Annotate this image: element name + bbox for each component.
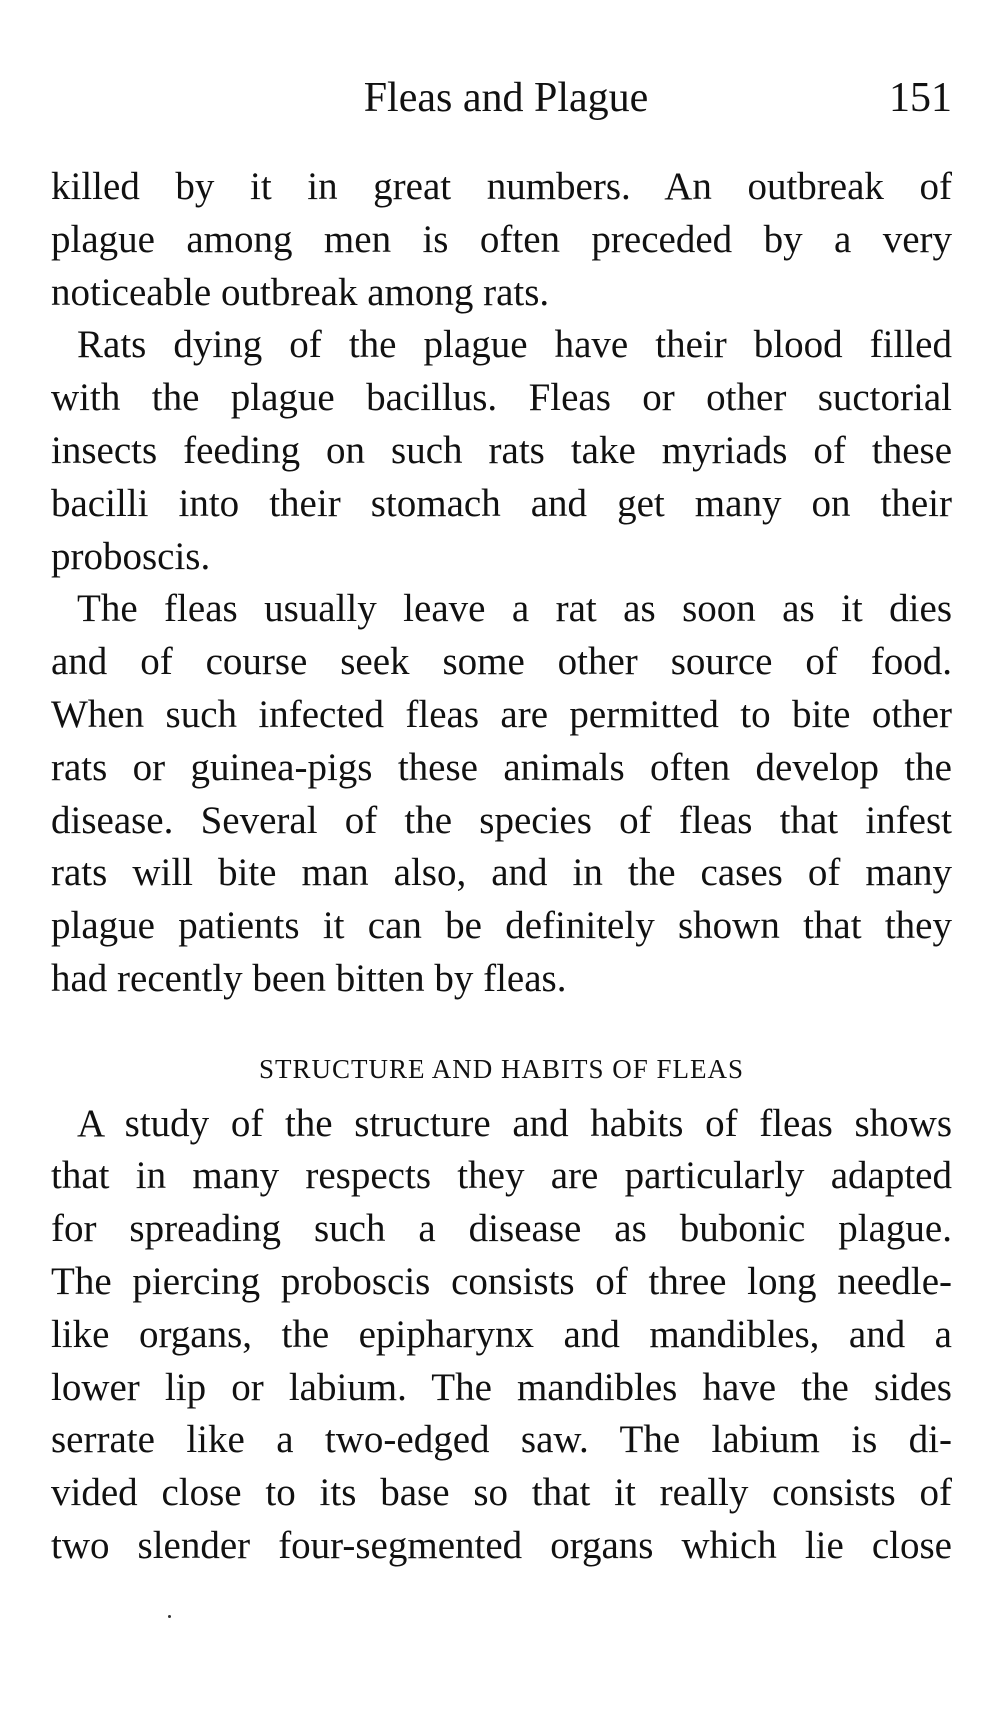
text-line: like organs, the epipharynx and mandibles, and a: [51, 1312, 952, 1356]
text-line: disease. Several of the species of fleas that infest: [51, 798, 952, 842]
page-body: [51, 161, 952, 1573]
text-line: bacilli into their stomach and get many on their: [51, 481, 952, 525]
paragraph-4: [51, 1098, 952, 1573]
text-line: noticeable outbreak among rats.: [51, 270, 550, 314]
text-line: lower lip or labium. The mandibles have the sides: [51, 1365, 952, 1409]
text-line: killed by it in great numbers. An outbreak of: [51, 165, 952, 208]
page-number: 151: [889, 75, 952, 121]
text-line: vided close to its base so that it really consists of: [51, 1471, 952, 1515]
text-line: that in many respects they are particularly adapted: [51, 1154, 952, 1198]
running-head: [0, 72, 1000, 124]
text-line: rats will bite man also, and in the cases of many: [51, 851, 952, 895]
text-line: rats or guinea-pigs these animals often develop the: [51, 745, 952, 789]
text-line: with the plague bacillus. Fleas or other suctorial: [51, 376, 952, 420]
text-line: A study of the structure and habits of fleas shows: [77, 1101, 952, 1145]
paragraph-2: [51, 319, 952, 583]
paragraph-3: [51, 583, 952, 1005]
text-line: insects feeding on such rats take myriads of these: [51, 428, 952, 472]
section-heading: STRUCTURE AND HABITS OF FLEAS: [258, 1053, 745, 1084]
text-line: proboscis.: [51, 534, 211, 578]
text-line: Rats dying of the plague have their blood filled: [77, 323, 952, 367]
text-line: serrate like a two-edged saw. The labium is di-: [51, 1418, 952, 1462]
running-title: Fleas and Plague: [363, 75, 649, 121]
text-line: two slender four-segmented organs which lie close: [51, 1523, 952, 1567]
scan-speck: [168, 1615, 171, 1618]
text-line: The fleas usually leave a rat as soon as it dies: [77, 587, 952, 631]
text-line: plague patients it can be definitely shown that they: [51, 904, 952, 948]
text-line: and of course seek some other source of food.: [51, 640, 952, 684]
text-line: plague among men is often preceded by a very: [51, 217, 952, 261]
text-line: for spreading such a disease as bubonic plague.: [51, 1207, 952, 1251]
text-line: The piercing proboscis consists of three long needle-: [51, 1259, 952, 1303]
text-line: had recently been bitten by fleas.: [51, 956, 567, 1000]
text-line: When such infected fleas are permitted to bite other: [51, 692, 952, 736]
paragraph-1: [51, 161, 952, 319]
